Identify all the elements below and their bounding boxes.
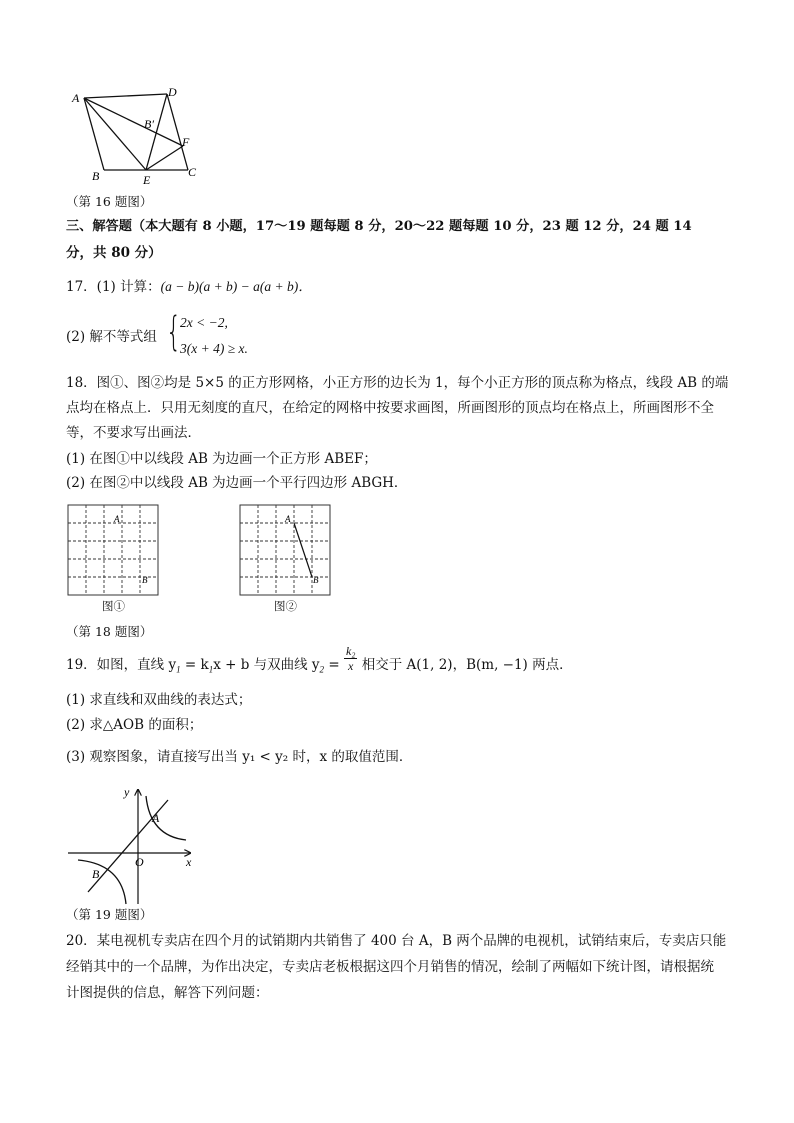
q19-intro-e: 相交于 A(1, 2)，B(m, −1) 两点．	[357, 657, 573, 673]
q19-intro-a: 19．如图，直线 y	[66, 657, 177, 673]
q18-grid1-label-B: B	[142, 575, 148, 585]
q17-part1-expr: (a − b)(a + b) − a(a + b)．	[160, 279, 312, 294]
q19-sub2: 1	[208, 664, 214, 675]
q19-label-A: A	[152, 811, 160, 825]
q17-part1	[66, 278, 312, 296]
q19-intro-c: x + b 与双曲线 y	[213, 657, 320, 673]
q18-segment-AB	[294, 523, 312, 577]
q18-line3: 等，不要求写出画法．	[66, 425, 201, 441]
fig16-label-E: E	[143, 173, 151, 187]
q19-frac-num: k₂	[345, 644, 356, 658]
fig16-label-B: B	[92, 169, 100, 183]
q18-fig1-label: 图①	[102, 599, 125, 613]
q18-line1: 18．图①、图②均是 5×5 的正方形网格，小正方形的边长为 1，每个小正方形的顶点称为格点，线段 AB 的端	[66, 375, 729, 391]
fig16-label-C: C	[188, 165, 197, 179]
q18-grid2-label-A: A	[285, 514, 291, 524]
figure-19	[66, 786, 196, 908]
q18-grid2-label-B: B	[313, 575, 319, 585]
section-3-heading-line2: 分，共 80 分）	[66, 245, 162, 261]
figure-16	[64, 84, 214, 188]
q19-part1: (1) 求直线和双曲线的表达式；	[66, 692, 252, 708]
q18-line2: 点均在格点上．只用无刻度的直尺，在给定的网格中按要求画图，所画图形的顶点均在格点上，所画图形不全	[66, 400, 714, 416]
q17-brace: {	[166, 309, 182, 355]
fig16-label-Bprime: B′	[144, 117, 154, 131]
q17-inequality-2: 3(x + 4) ≥ x.	[180, 341, 248, 356]
q19-label-B: B	[92, 867, 100, 881]
q18-fig2-label: 图②	[274, 599, 297, 613]
fig16-label-F: F	[182, 135, 190, 149]
q19-label-y: y	[124, 786, 130, 799]
q19-fraction	[344, 644, 358, 673]
q19-label-O: O	[135, 855, 144, 869]
q17-part2-prefix: (2) 解不等式组	[66, 329, 157, 345]
q18-caption: （第 18 题图）	[66, 624, 153, 639]
q20-line3: 计图提供的信息，解答下列问题：	[66, 985, 269, 1001]
q17-part1-prefix: 17．(1) 计算：	[66, 279, 161, 295]
q20-line2: 经销其中的一个品牌，为作出决定，专卖店老板根据这四个月销售的情况，绘制了两幅如下统计图，请根据统	[66, 959, 714, 975]
q20-line1: 20．某电视机专卖店在四个月的试销期内共销售了 400 台 A，B 两个品牌的电视机，试销结束后，专卖店只能	[66, 933, 727, 949]
q19-intro-d: =	[324, 657, 344, 673]
section-3-heading-line1: 三、解答题（本大题有 8 小题，17～19 题每题 8 分，20～22 题每题 10 分，23 题 12 分，24 题 14	[66, 219, 692, 234]
q18-part1: (1) 在图①中以线段 AB 为边画一个正方形 ABEF；	[66, 451, 377, 467]
fig16-label-A: A	[72, 91, 80, 105]
q19-intro-b: = k	[180, 657, 209, 673]
q19-caption: （第 19 题图）	[66, 907, 153, 922]
q19-frac-den: x	[348, 659, 354, 673]
fig16-label-D: D	[168, 85, 177, 99]
q19-sub3: 2	[319, 664, 325, 675]
q19-hyperbola-branch-2	[78, 860, 126, 904]
q19-part3: (3) 观察图象，请直接写出当 y₁ < y₂ 时，x 的取值范围．	[66, 749, 413, 765]
q18-grid-2	[238, 503, 332, 597]
q18-grid1-label-A: A	[114, 514, 120, 524]
q19-intro	[66, 644, 573, 679]
q17-inequality-1: 2x < −2,	[180, 315, 228, 330]
q18-grid-1	[66, 503, 160, 597]
q18-part2: (2) 在图②中以线段 AB 为边画一个平行四边形 ABGH．	[66, 475, 408, 491]
q19-label-x: x	[186, 855, 192, 869]
fig16-caption: （第 16 题图）	[66, 194, 153, 209]
q19-sub1: 1	[176, 664, 181, 675]
q19-part2: (2) 求△AOB 的面积；	[66, 717, 203, 733]
